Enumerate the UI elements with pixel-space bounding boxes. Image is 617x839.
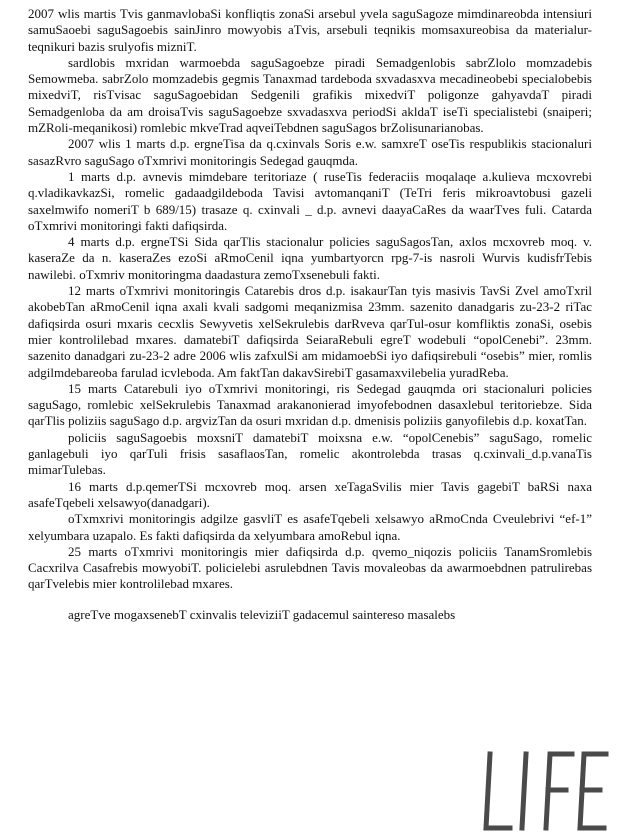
paragraph-10: oTxmxrivi monitoringis adgilze gasvliT es asafeTqebeli xelsawyo aRmoCnda Cveulebrivi “ef-1” xelyumbara uzapalo. Es fakti dafiqsirda da xelyumbara amoRebul iqna. [28,511,592,543]
watermark-letter-i [522,754,526,828]
paragraph-3: 2007 wlis 1 marts d.p. ergneTisa da q.cxinvals Soris e.w. samxreT oseTis respublikis stacionaluri sasazRvro saguSago oTxmrivi monitoringis Sedegad gauqmda. [28,136,592,168]
watermark-letter-e [580,754,606,828]
watermark-letter-f [546,754,572,828]
paragraph-1: 2007 wlis martis Tvis ganmavlobaSi konfliqtis zonaSi arsebul yvela saguSagoze mimdinareobda intensiuri samuSaoebi saguSagoebis sainJinro mowyobis aTvis, arsebuli teqnikis momsaxureobisa da materialur-teqnikuri bazis srulyofis mizniT. [28,6,592,54]
document-body [28,6,592,623]
paragraph-5: 4 marts d.p. ergneTSi Sida qarTlis stacionalur policies saguSagosTan, axlos mcxovreb moq. v. kaseraZe da n. kaseraZes ezoSi aRmoCenil iqna yumbartyorcn rpg-7-is nasroli Wurvis kudisfrTebis nawilebi. oTxmriv monitoringma daadastura zemoTxsenebuli fakti. [28,234,592,282]
paragraph-9: 16 marts d.p.qemerTSi mcxovreb moq. arsen xeTagaSvilis mier Tavis gagebiT baRSi naxa asafeTqebeli xelsawyo(danadgari). [28,478,592,510]
paragraph-6: 12 marts oTxmrivi monitoringis Catarebis dros d.p. isakaurTan tyis masivis TavSi Zvel amoTxril akobebTan aRmoCenil iqna axali kvali sadgomi meqanizmisa 23mm. sazenito danadgaris zu-23-2 riTac dafiqsirda osuri mxaris cecxlis Sewyvetis xelSekrulebis darRveva qarTul-osur komfliktis zonaSi, osebis mier kontrolilebad mxares. damatebiT dafiqsirda SeiaraRebuli egreT wodebuli “opolCenebi”. 23mm. sazenito danadgari zu-23-2 adre 2006 wlis zafxulSi am midamoebSi iyo dafiqsirebuli “osebis” mier, romlis adgilmdebareoba farulad icvleboda. Am faktTan dakavSirebiT gasamaxvilebelia yuradReba. [28,283,592,380]
life-watermark-logo [480,746,612,836]
paragraph-11: 25 marts oTxmrivi monitoringis mier dafiqsirda d.p. qvemo_niqozis policiis TanamSromlebis Cacxrilva Casafrebis mowyobiT. policielebi asrulebdnen Tavis movaleobas da awarmoebdnen patrulirebas qarTvelebis mier kontrolilebad mxares. [28,543,592,592]
paragraph-2: sardlobis mxridan warmoebda saguSagoebze piradi Semadgenlobis sabrZlolo momzadebis Semowmeba. sabrZolo momzadebis gegmis Tanaxmad tardeboda sxvadasxva mecadineobebi specialobebis mixedviT, risTvisac saguSagoebidan Sedgenili grafikis mixedviT poligonze gahyavdaT piradi Semadgenloba da am droisaTvis saguSagoebze sxvadasxva periodSi akldaT iseTi specialistebi (snaiperi; mZRoli-meqanikosi) romlebic mkveTrad aqveiTebdnen saguSagos brZolisunarianobas. [28,54,592,136]
paragraph-8: policiis saguSagoebis moxsniT damatebiT moixsna e.w. “opolCenebis” saguSago, romelic ganlagebuli iyo qarTuli frisis sasaflaosTan, romelic akontrolebda trasas q.cxinvali_d.p.vanaTis mimarTulebas. [28,429,592,478]
paragraph-7: 15 marts Catarebuli iyo oTxmrivi monitoringi, ris Sedegad gauqmda ori stacionaluri policies saguSago, romlebic xelSekrulebis Tanaxmad arakanonierad imyofebodnen dasaxlebul teritoriebze. Sida qarTlis poliziis saguSago d.p. argvizTan da osuri mxridan d.p. dmenisis poliziis ganyofilebis d.p. koxatTan. [28,380,592,429]
life-watermark-letters [486,754,606,828]
watermark-letter-l [486,754,510,828]
paragraph-12: agreTve mogaxsenebT cxinvalis televiziiT gadacemul saintereso masalebs [68,606,456,622]
life-watermark-graphic [480,746,612,836]
paragraph-4: 1 marts d.p. avnevis mimdebare teritoriaze ( ruseTis federaciis moqalaqe a.kulieva mcxovrebi q.vladikavkazSi, romelic gadaadgildeboda Tavisi avtomanqaniT (TeTri feris mikroavtobusi gazeli saxelmwifo nomeriT b 689/15) trasaze q. cxinvali _ d.p. avnevi daayaCaRes da waarTves fuli. Catarda oTxmrivi monitoringi fakti dafiqsirda. [28,168,592,233]
